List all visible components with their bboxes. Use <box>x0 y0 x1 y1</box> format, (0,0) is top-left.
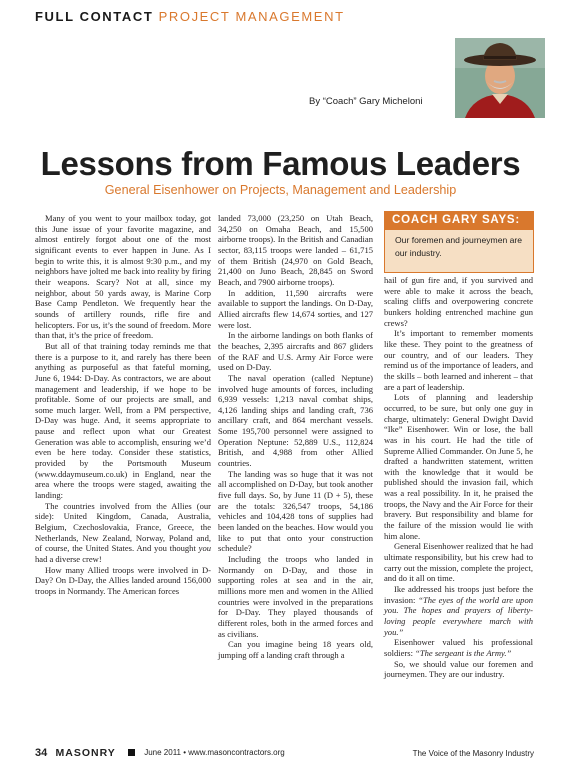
paragraph: In the airborne landings on both flanks of the beaches, 2,395 aircrafts and 867 gliders of the RAF and U.S. Army Air Force were used on D-Day. <box>218 330 373 373</box>
byline: By “Coach” Gary Micheloni <box>309 96 423 107</box>
section-header-secondary: PROJECT MANAGEMENT <box>158 9 345 24</box>
pull-quote-box <box>384 211 534 273</box>
paragraph: The naval operation (called Neptune) involved huge amounts of forces, including 6,939 vessels: 1,213 naval combat ships, 4,126 landing ships and landing craft, 736 ancillary craft, and 864 merchant vessels. Some 195,700 personnel were assigned to Operation Neptune: 52,889 U.S., 112,824 British, and 4,988 from other Allied countries. <box>218 372 373 469</box>
article-subtitle: General Eisenhower on Projects, Management and Leadership <box>104 183 457 197</box>
paragraph: Including the troops who landed in Normandy on D-Day, and those in supporting roles at sea and in the air, millions more men and women in the Allied countries were involved in the preparations for D-Day. They played thousands of different roles, both in the armed forces and as civilians. <box>218 554 373 639</box>
author-photo <box>455 38 545 118</box>
section-header-primary: FULL CONTACT <box>35 9 154 24</box>
pull-quote-text: Our foremen and journeymen are our industry. <box>384 230 534 273</box>
page-number: 34 <box>35 747 48 759</box>
paragraph: Can you imagine being 18 years old, jumping off a landing craft through a <box>218 639 373 660</box>
paragraph: hail of gun fire and, if you survived and were able to make it across the beach, scaling cliffs and overpowering concrete bunkers holding entrenched machine gun crews? <box>384 275 533 328</box>
pull-quote-title: COACH GARY SAYS: <box>384 211 534 230</box>
paragraph: Many of you went to your mailbox today, got this June issue of your favorite magazine, and almost entirely forgot about one of the most significant events to ever happen in June. As I begin to write this, it is almost 9:30 p.m., and my neighbors have jolted me back into reality by firing their weapons. Scary? Not at all, since my neighbor, about 50 yards away, is Marine Corp Base Camp Pendleton. We frequently hear the sounds of artillery rounds, rifle fire and helicopters. For us, it’s the sound of freedom. More than that, it’s the price of freedom. <box>35 213 211 341</box>
article-title: Lessons from Famous Leaders <box>40 145 521 182</box>
paragraph: So, we should value our foremen and journeymen. They are our industry. <box>384 658 533 680</box>
page-footer <box>35 747 534 759</box>
paragraph: How many Allied troops were involved in D-Day? On D-Day, the Allies landed around 156,000 troops in Normandy. The American forces <box>35 564 211 596</box>
section-header <box>35 9 345 24</box>
square-bullet-icon <box>128 749 135 756</box>
column-2 <box>218 213 373 661</box>
paragraph: Eisenhower valued his professional soldiers: “The sergeant is the Army.” <box>384 637 533 658</box>
paragraph: General Eisenhower realized that he had ultimate responsibility, but his crew had to carry out the mission, complete the project, and do it all on time. <box>384 541 533 584</box>
paragraph: Ike addressed his troops just before the invasion: “The eyes of the world are upon you. The hopes and prayers of liberty-loving people everywhere march with you.” <box>384 584 533 637</box>
paragraph: The landing was so huge that it was not all accomplished on D-Day, but took another five full days. So, by June 11 (D + 5), these are the totals: 326,547 troops, 54,186 vehicles and 104,428 tons of supplies had been landed on the beaches. How would you like to put that onto your construction schedule? <box>218 468 373 554</box>
column-3 <box>384 275 533 680</box>
paragraph: In addition, 11,590 aircrafts were available to support the landings. On D-Day, Allied aircrafts flew 14,674 sorties, and 127 were lost. <box>218 287 373 330</box>
paragraph: landed 73,000 (23,250 on Utah Beach, 34,250 on Omaha Beach, and 15,500 airborne troops). In the British and Canadian sector, 83,115 troops were landed – 61,715 of them British (24,970 on Gold Beach, 21,400 on Juno Beach, 28,845 on Sword Beach, and 7900 airborne troops). <box>218 213 373 287</box>
paragraph: The countries involved from the Allies (our side): United Kingdom, Canada, Australia, Belgium, Czechoslovakia, France, Greece, the Netherlands, New Zealand, Norway, Poland and, of course, the United States. And you thought you had a diverse crew! <box>35 500 211 564</box>
column-1 <box>35 213 211 597</box>
paragraph: It’s important to remember moments like these. They point to the greatness of our country, and of our leaders. They remind us of the importance of leaders, and the skills – both learned and inherent – that are a part of leadership. <box>384 328 533 392</box>
footer-tagline: The Voice of the Masonry Industry <box>412 749 534 758</box>
footer-date-url: June 2011 • www.masoncontractors.org <box>144 748 285 757</box>
paragraph: Lots of planning and leadership occurred, to be sure, but only one guy in charge, ultimately: General Dwight David “Ike” Eisenhower. Win or lose, the ball was in his court. He had the title of Supreme Allied Commander. On June 5, he drafted a handwritten statement, written with the knowledge that it would be published should the invasion fail, which was a real possibility. In it, he praised the troops, the Navy and the Air Force for their bravery. But responsibility and blame for the failure of the mission would lie with him alone. <box>384 392 533 541</box>
paragraph: But all of that training today reminds me that there is a purpose to it, and rarely has there been anything as purposeful as that fateful morning, June 6, 1944: D-Day. As contractors, we are about management and leadership, if we hope to be profitable. Some of our projects are small, and some much larger. Well, from a PM perspective, D-Day was huge. And, it seems appropriate to pause and reflect upon what our Greatest Generation was able to accomplish, ensuring we’d even be here today. Consider these statistics, provided by the Portsmouth Museum (www.ddaymuseum.co.uk) in England, near the area where the troops were staged, awaiting the landing: <box>35 340 211 501</box>
magazine-name: MASONRY <box>55 747 116 759</box>
